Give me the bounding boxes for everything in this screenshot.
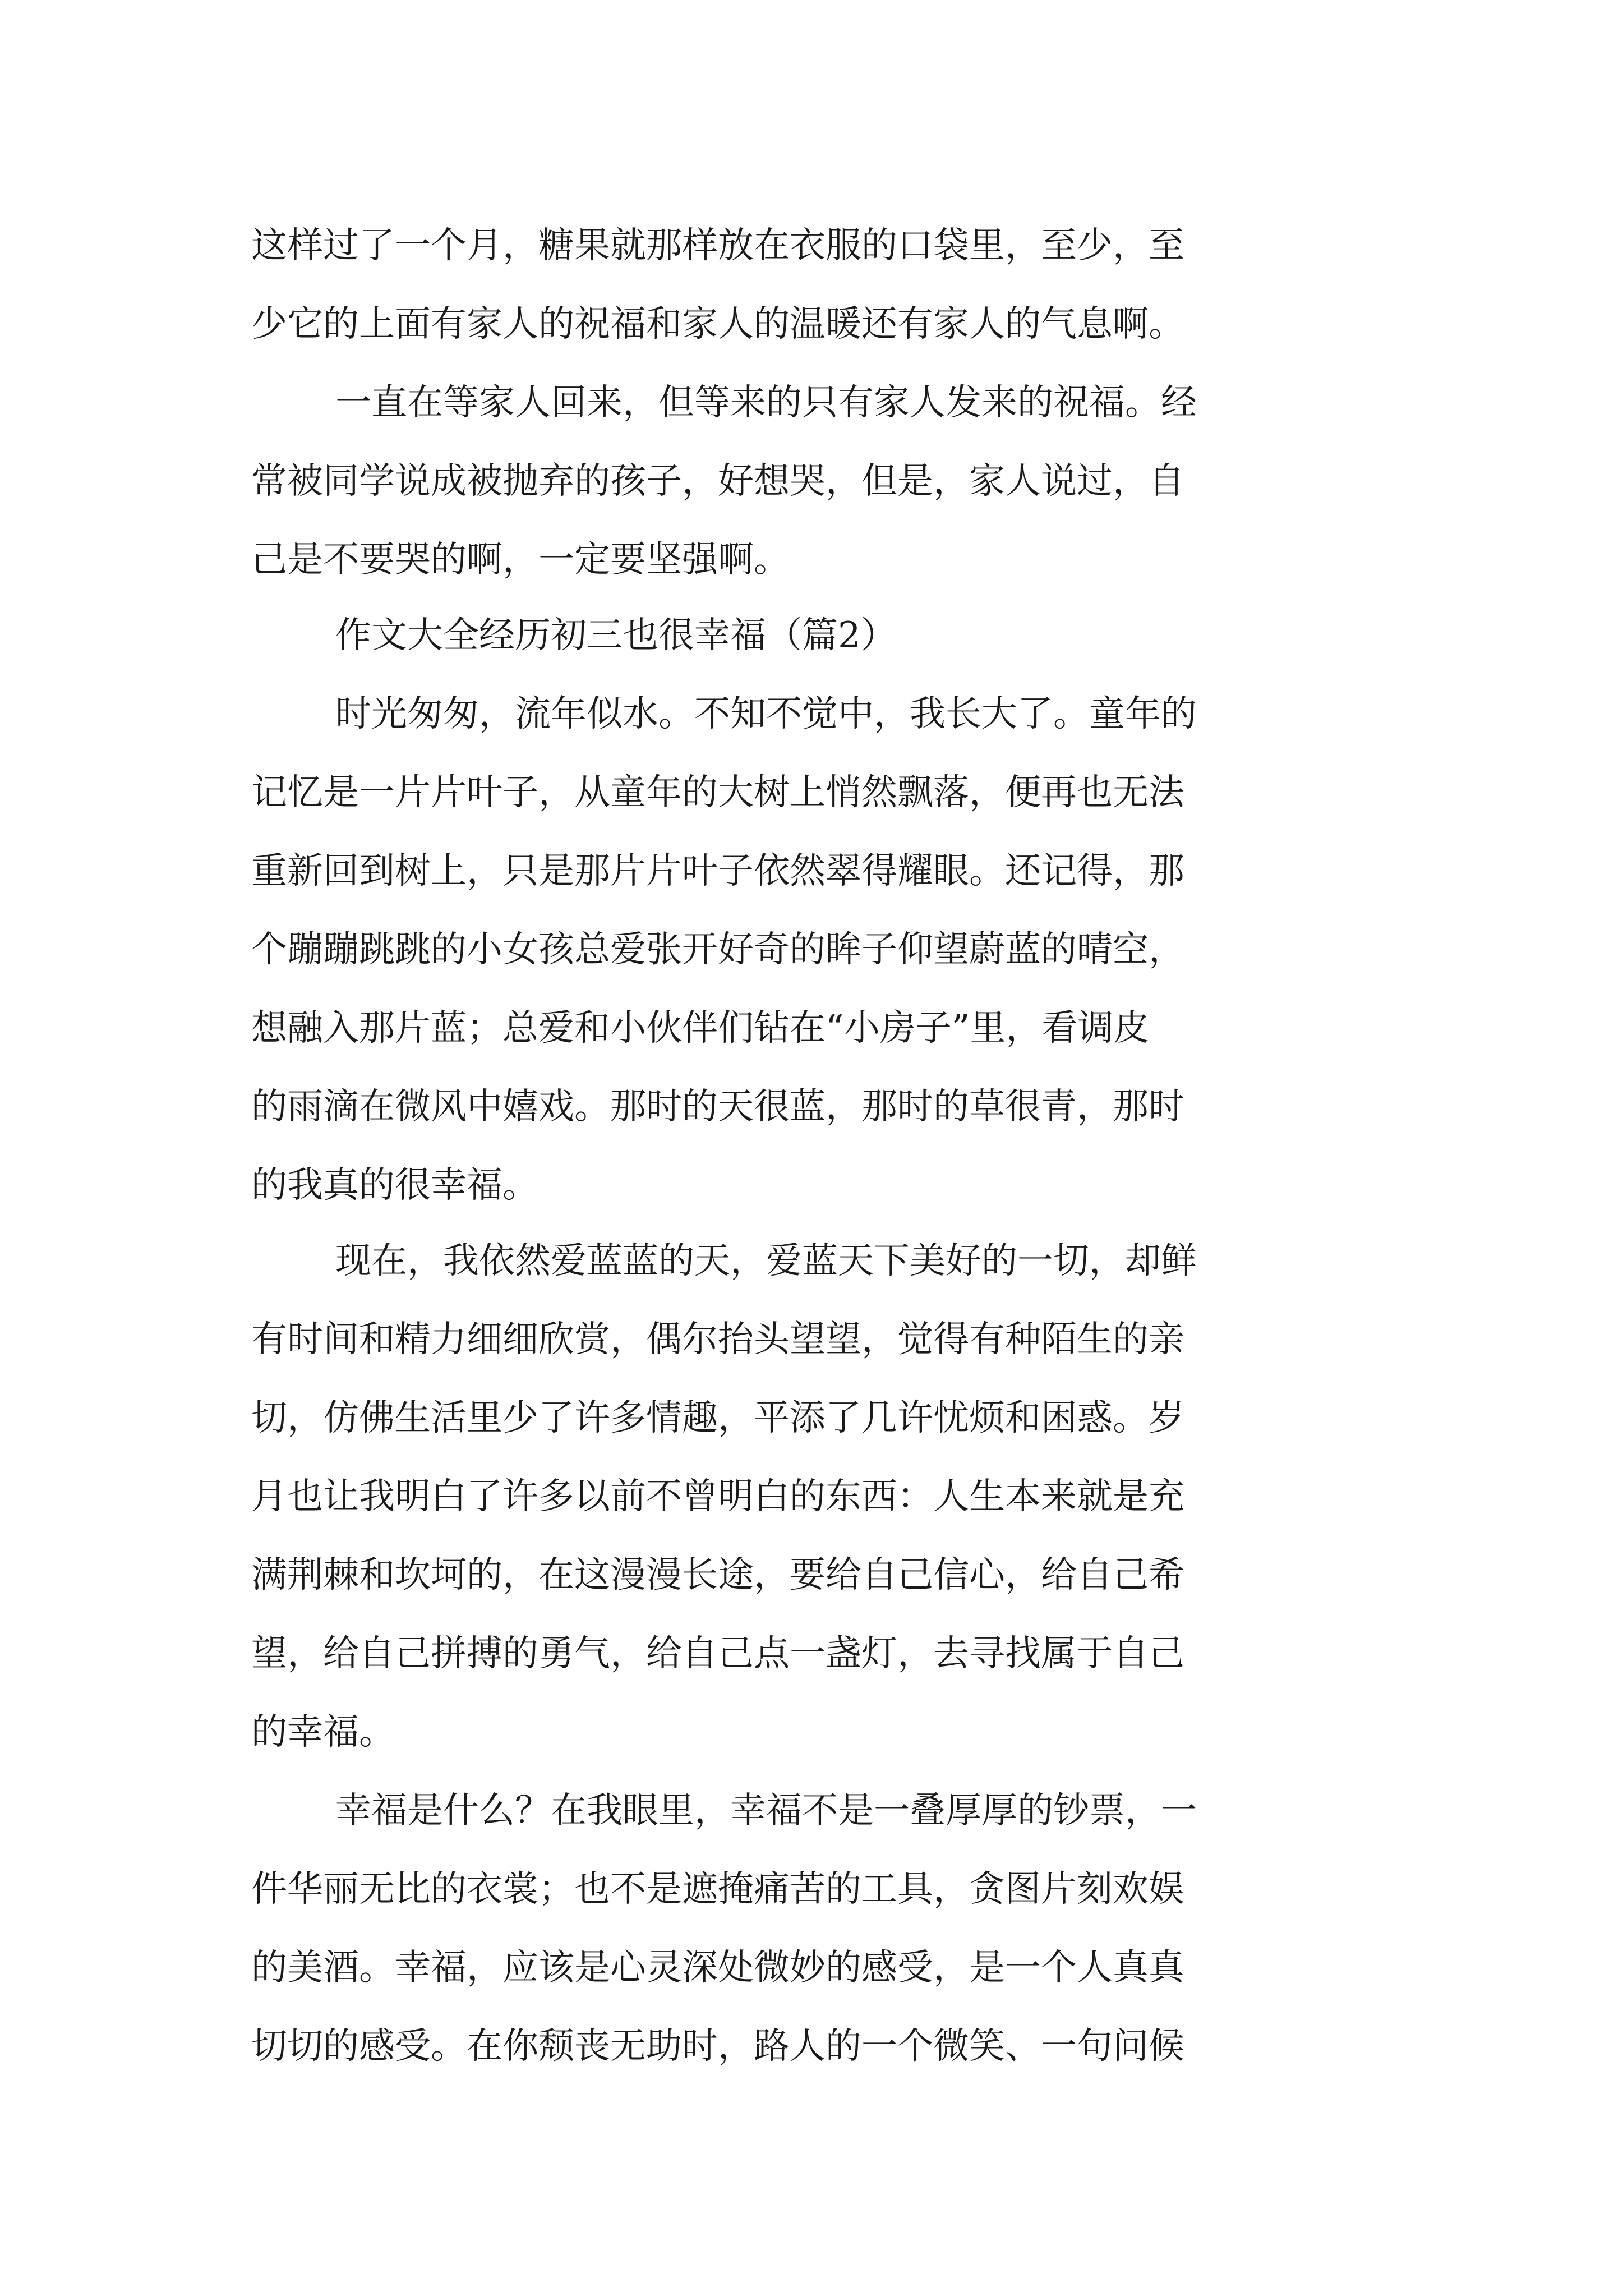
- paragraph-line: 切切的感受。在你颓丧无助时，路人的一个微笑、一句问候: [251, 2026, 1184, 2067]
- paragraph-line: 的幸福。: [251, 1711, 395, 1753]
- paragraph-line: 有时间和精力细细欣赏，偶尔抬头望望，觉得有种陌生的亲: [251, 1319, 1184, 1360]
- paragraph-line: 幸福是什么？在我眼里，幸福不是一叠厚厚的钞票，一: [335, 1790, 1197, 1832]
- paragraph-line: 的美酒。幸福，应该是心灵深处微妙的感受，是一个人真真: [251, 1947, 1184, 1989]
- paragraph-line: 件华丽无比的衣裳；也不是遮掩痛苦的工具，贪图片刻欢娱: [251, 1869, 1184, 1910]
- paragraph-line: 想融入那片蓝；总爱和小伙伴们钻在“小房子”里，看调皮: [251, 1007, 1150, 1049]
- paragraph-line: 月也让我明白了许多以前不曾明白的东西：人生本来就是充: [251, 1476, 1184, 1517]
- paragraph-line: 这样过了一个月，糖果就那样放在衣服的口袋里，至少，至: [251, 225, 1184, 266]
- section-title: 作文大全经历初三也很幸福（篇2）: [335, 615, 897, 656]
- paragraph-line: 望，给自己拼搏的勇气，给自己点一盏灯，去寻找属于自己: [251, 1633, 1184, 1674]
- paragraph-line: 重新回到树上，只是那片片叶子依然翠得耀眼。还记得，那: [251, 850, 1184, 892]
- paragraph-line: 时光匆匆，流年似水。不知不觉中，我长大了。童年的: [335, 693, 1197, 735]
- paragraph-line: 常被同学说成被抛弃的孩子，好想哭，但是，家人说过，自: [251, 461, 1184, 502]
- paragraph-line: 少它的上面有家人的祝福和家人的温暖还有家人的气息啊。: [251, 303, 1184, 345]
- paragraph-line: 记忆是一片片叶子，从童年的大树上悄然飘落，便再也无法: [251, 772, 1184, 813]
- paragraph-line: 一直在等家人回来，但等来的只有家人发来的祝福。经: [335, 382, 1197, 424]
- paragraph-line: 满荆棘和坎坷的，在这漫漫长途，要给自己信心，给自己希: [251, 1554, 1184, 1596]
- paragraph-line: 现在，我依然爱蓝蓝的天，爱蓝天下美好的一切，却鲜: [335, 1240, 1197, 1282]
- paragraph-line: 己是不要哭的啊，一定要坚强啊。: [251, 539, 790, 581]
- paragraph-line: 切，仿佛生活里少了许多情趣，平添了几许忧烦和困惑。岁: [251, 1397, 1184, 1439]
- paragraph-line: 的我真的很幸福。: [251, 1165, 538, 1206]
- paragraph-line: 的雨滴在微风中嬉戏。那时的天很蓝，那时的草很青，那时: [251, 1086, 1184, 1128]
- paragraph-line: 个蹦蹦跳跳的小女孩总爱张开好奇的眸子仰望蔚蓝的晴空，: [251, 929, 1184, 970]
